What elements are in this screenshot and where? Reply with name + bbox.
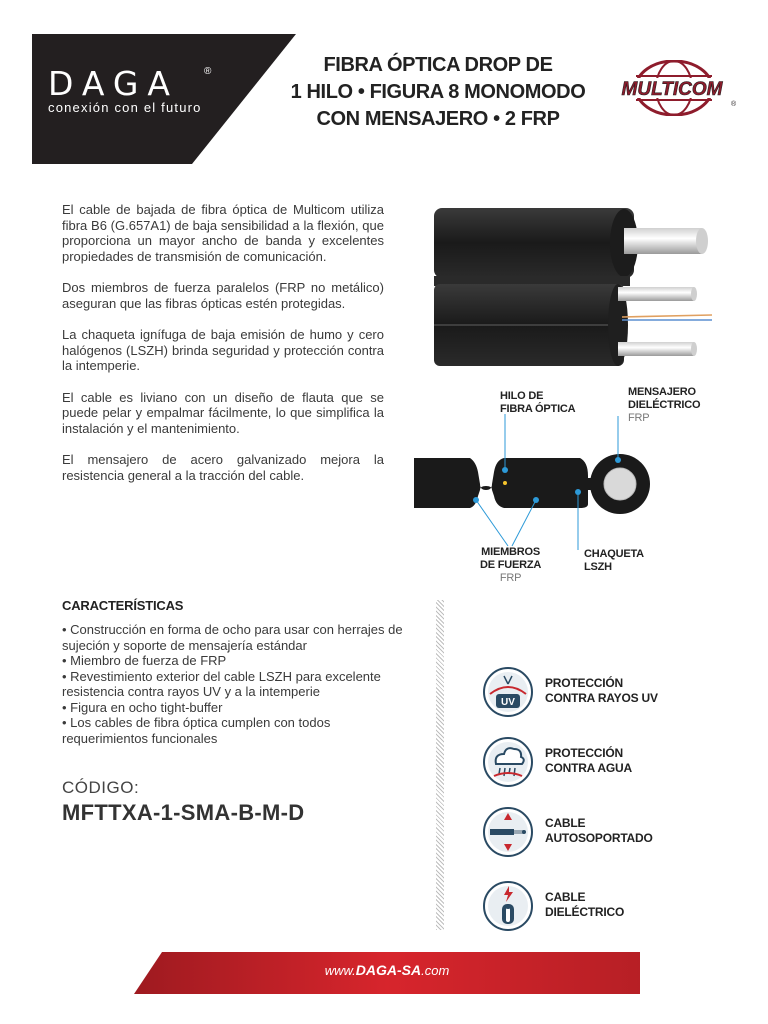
brand-tagline: conexión con el futuro — [48, 100, 202, 115]
list-item: • Miembro de fuerza de FRP — [62, 653, 227, 668]
list-item: • Figura en ocho tight-buffer — [62, 699, 223, 715]
product-code-label: CÓDIGO: — [62, 778, 140, 797]
intro-text — [62, 202, 384, 499]
dielectric-cable-icon — [482, 880, 534, 932]
title-line-2: 1 HILO • FIGURA 8 MONOMODO — [290, 81, 586, 103]
website-link[interactable]: www.DAGA-SA.com — [324, 962, 450, 978]
product-code-value: MFTTXA-1-SMA-B-M-D — [62, 800, 305, 825]
feature-label: PROTECCIÓN CONTRA RAYOS UV — [545, 676, 658, 705]
dielectric-messenger-label: MENSAJERO DIELÉCTRICO FRP — [628, 386, 701, 424]
list-item: • Los cables de fibra óptica cumplen con todos requerimientos funcionales — [62, 715, 331, 746]
svg-text:UV: UV — [501, 697, 515, 708]
self-supporting-cable-icon — [482, 806, 534, 858]
feature-label: PROTECCIÓN CONTRA AGUA — [545, 746, 632, 775]
list-item: • Revestimiento exterior del cable LSZH para excelente resistencia contra rayos UV y a la intemperie — [62, 668, 381, 699]
water-protection-icon — [482, 736, 534, 788]
section-divider — [436, 600, 444, 930]
lszh-jacket-label: CHAQUETA LSZH — [584, 548, 644, 573]
feature-label: CABLE DIELÉCTRICO — [545, 890, 625, 919]
svg-text:®: ® — [731, 101, 737, 108]
multicom-logo-text: MULTICOM — [621, 79, 723, 100]
feature-self-supporting — [482, 806, 732, 864]
intro-paragraph-1: El cable de bajada de fibra óptica de Multicom utiliza fibra B6 (G.657A1) de baja sensibilidad a la flexión, que proporciona un mayor ancho de banda y excelentes propiedades de transmisión de comunicación. — [62, 202, 384, 264]
characteristics-list — [62, 622, 412, 746]
characteristics-heading: CARACTERÍSTICAS — [62, 598, 184, 613]
intro-paragraph-5: El mensajero de acero galvanizado mejora la resistencia general a la tracción del cable. — [62, 452, 384, 483]
feature-dielectric — [482, 880, 732, 938]
feature-water-protection — [482, 736, 732, 794]
intro-paragraph-2: Dos miembros de fuerza paralelos (FRP no metálico) aseguran que las fibras ópticas estén protegidas. — [62, 280, 384, 311]
uv-protection-icon — [482, 666, 534, 718]
multicom-logo — [610, 60, 738, 116]
title-line-1: FIBRA ÓPTICA DROP DE — [323, 54, 553, 76]
cable-photo — [412, 190, 732, 382]
intro-paragraph-3: La chaqueta ignífuga de baja emisión de humo y cero halógenos (LSZH) brinda seguridad y protección contra la intemperie. — [62, 327, 384, 373]
strength-members-label: MIEMBROS DE FUERZA FRP — [480, 546, 542, 584]
feature-label: CABLE AUTOSOPORTADO — [545, 816, 653, 845]
fiber-strand-label: HILO DE FIBRA ÓPTICA — [500, 390, 576, 415]
intro-paragraph-4: El cable es liviano con un diseño de flauta que se puede pelar y empalmar fácilmente, lo que simplifica la instalación y el mantenimiento. — [62, 389, 384, 436]
brand-registered-mark: ® — [204, 66, 212, 77]
cable-cross-section-diagram — [412, 380, 732, 590]
feature-uv-protection — [482, 666, 732, 724]
title-line-3: CON MENSAJERO • 2 FRP — [316, 108, 560, 130]
list-item: • Construcción en forma de ocho para usar con herrajes de sujeción y soporte de mensajería estándar — [62, 622, 403, 653]
brand-name: DAGA — [48, 64, 179, 103]
document-title — [268, 52, 608, 133]
